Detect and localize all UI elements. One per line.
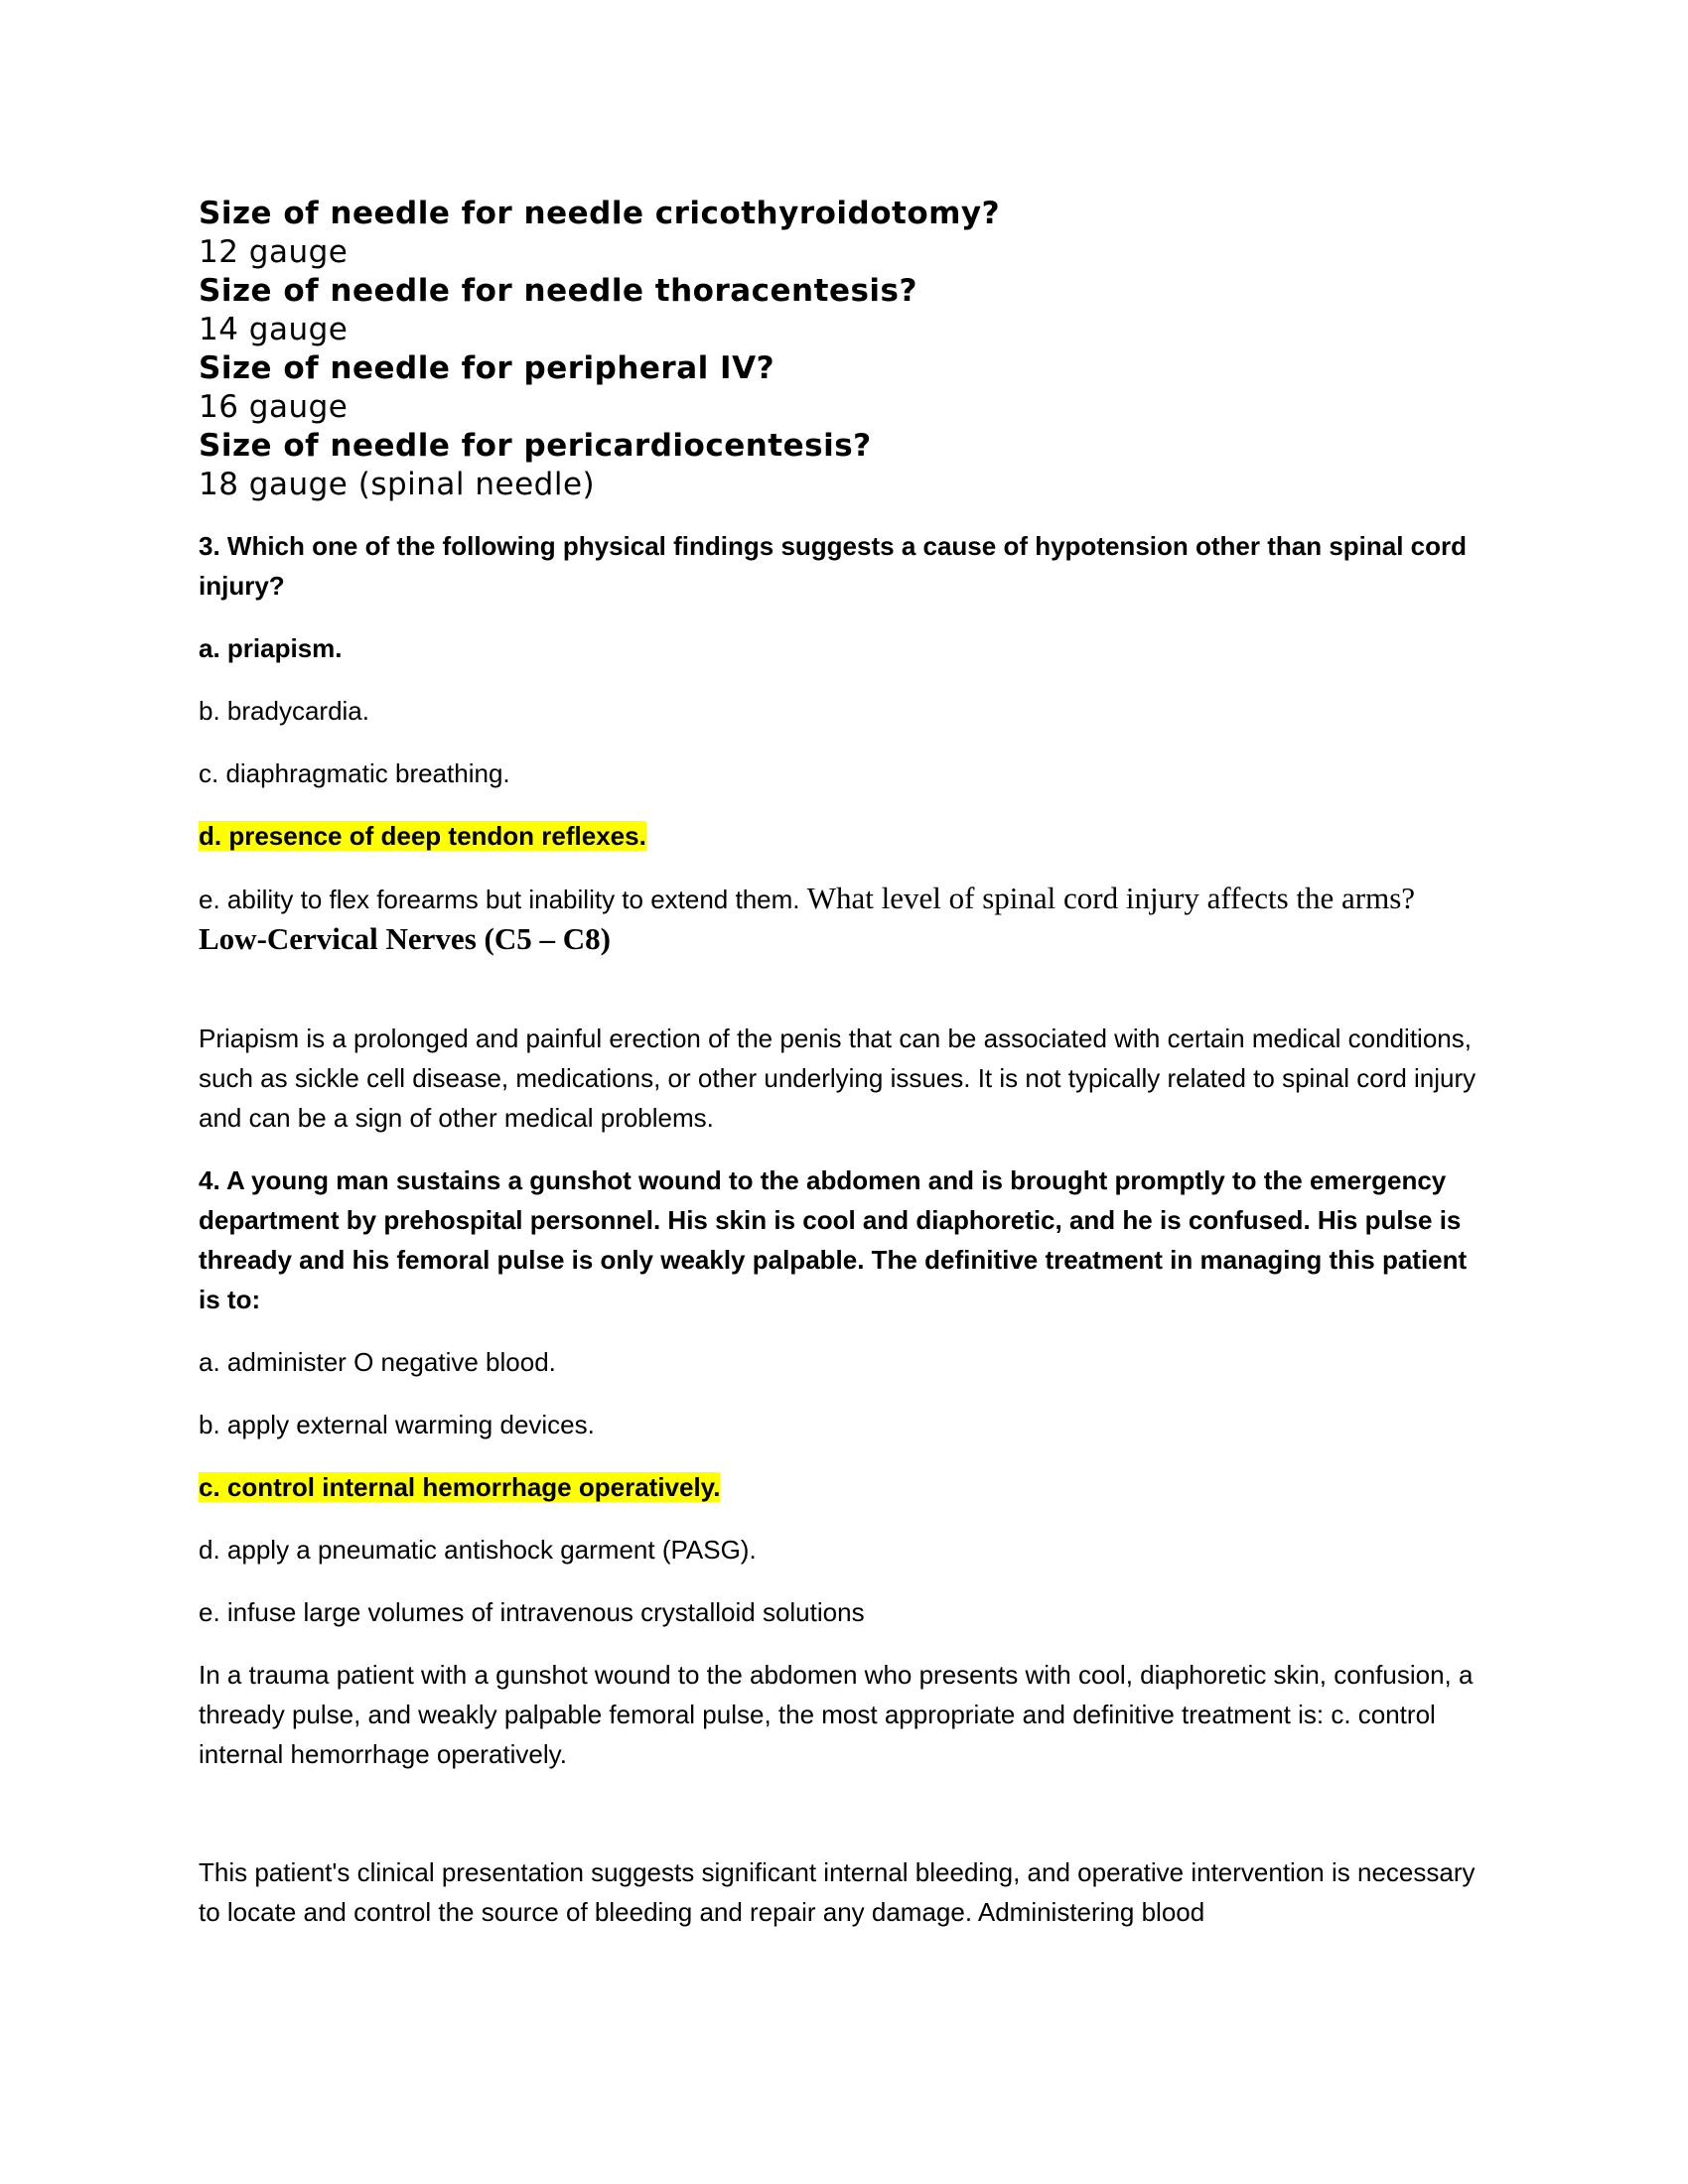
question-4: 4. A young man sustains a gunshot wound to the abdomen and is brought promptly to the emergency department by prehospital personnel. His skin is cool and diaphoretic, and he is confused. His pulse is thready and his femoral pulse is only weakly palpable. The definitive treatment in managing this patient is to: — [199, 1165, 1468, 1314]
q3-option-e — [199, 879, 1489, 919]
needle-answer: 14 gauge — [199, 312, 349, 347]
q4-option-b: b. apply external warming devices. — [199, 1410, 595, 1439]
q3-option-e-text: e. ability to flex forearms but inability to extend them. — [199, 885, 800, 914]
q4-option-a: a. administer O negative blood. — [199, 1347, 556, 1377]
q4-explanation-2: This patient's clinical presentation suggests significant internal bleeding, and operative intervention is necessary to locate and control the source of bleeding and repair any damage. Administering blood — [199, 1857, 1476, 1927]
needle-question: Size of needle for peripheral IV? — [199, 350, 775, 386]
q3-explanation: Priapism is a prolonged and painful erection of the penis that can be associated with certain medical conditions, such as sickle cell disease, medications, or other underlying issues. It is not typically related to spinal cord injury and can be a sign of other medical problems. — [199, 1024, 1477, 1133]
spinal-level-answer: Low-Cervical Nerves (C5 – C8) — [199, 921, 611, 956]
q3-correct-answer-highlight: d. presence of deep tendon reflexes. — [199, 821, 646, 851]
q3-option-d — [199, 816, 1489, 856]
needle-answer: 12 gauge — [199, 234, 349, 270]
q4-option-e: e. infuse large volumes of intravenous crystalloid solutions — [199, 1597, 865, 1627]
q4-option-c — [199, 1467, 1489, 1507]
q3-option-b: b. bradycardia. — [199, 696, 369, 726]
needle-answer: 16 gauge — [199, 389, 349, 425]
spinal-level-question: What level of spinal cord injury affects the arms? — [806, 881, 1416, 915]
document-page — [199, 195, 1489, 1955]
question-3: 3. Which one of the following physical findings suggests a cause of hypotension other than spinal cord injury? — [199, 531, 1468, 601]
needle-question: Size of needle for needle thoracentesis? — [199, 273, 917, 309]
q4-explanation-1: In a trauma patient with a gunshot wound to the abdomen who presents with cool, diaphoretic skin, confusion, a thready pulse, and weakly palpable femoral pulse, the most appropriate and definitive treatment is: c. control internal hemorrhage operatively. — [199, 1660, 1474, 1769]
needle-size-list — [199, 195, 1489, 504]
q4-correct-answer-highlight: c. control internal hemorrhage operatively. — [199, 1472, 721, 1502]
needle-question: Size of needle for needle cricothyroidotomy? — [199, 196, 1001, 231]
needle-answer: 18 gauge (spinal needle) — [199, 467, 596, 502]
q4-option-d: d. apply a pneumatic antishock garment (PASG). — [199, 1535, 757, 1565]
q3-option-a: a. priapism. — [199, 633, 343, 663]
needle-question: Size of needle for pericardiocentesis? — [199, 428, 872, 464]
paragraph-spacer — [199, 1797, 1489, 1852]
q3-option-c: c. diaphragmatic breathing. — [199, 758, 510, 788]
